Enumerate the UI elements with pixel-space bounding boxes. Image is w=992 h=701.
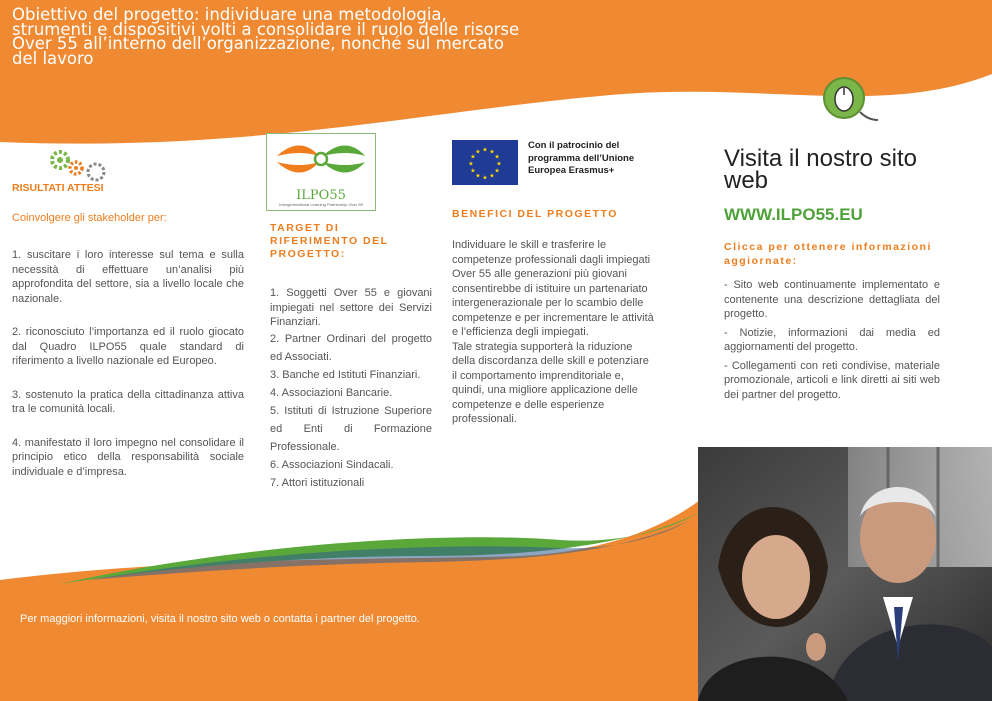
benefits-text xyxy=(452,238,656,427)
list-item: 1. suscitare i loro interesse sul tema e sulla necessità di effettuare un’analisi più approfondita del settore, sia a livello locale che nazionale. xyxy=(12,249,244,305)
eu-star: ★ xyxy=(496,161,502,168)
website-link[interactable]: WWW.ILPO55.EU xyxy=(724,205,863,224)
eu-star: ★ xyxy=(482,175,488,182)
heading-line: RIFERIMENTO DEL xyxy=(270,235,389,247)
title-line: Over 55 all’interno dell’organizzazione, nonché sul mercato xyxy=(12,34,504,53)
benefits-paragraph: Individuare le skill e trasferire le competenze professionali dagli impiegati Over 55 alle generazioni più giovani consentirebbe di istituire un partenariato intergenerazionale per lo scambio delle competenze e per incrementare le attività e l’efficienza degli impiegati. xyxy=(452,239,654,338)
list-item: 2. Partner Ordinari del progetto ed Associati. xyxy=(270,332,432,363)
stakeholder-intro: Coinvolgere gli stakeholder per: xyxy=(12,212,167,224)
eu-flag-icon xyxy=(452,140,518,185)
eu-star: ★ xyxy=(489,149,495,156)
eu-star: ★ xyxy=(468,161,474,168)
results-heading: RISULTATI ATTESI xyxy=(12,182,104,194)
eu-star: ★ xyxy=(482,147,488,154)
ilpo55-logo xyxy=(266,133,376,211)
ilpo55-logo-mark xyxy=(267,134,375,184)
footer-info-text: Per maggiori informazioni, visita il nostro sito web o contatta i partner del progetto. xyxy=(20,613,420,625)
eu-star: ★ xyxy=(494,154,500,161)
list-item: 1. Soggetti Over 55 e giovani impiegati nel settore dei Servizi Finanziari. xyxy=(270,287,432,328)
mouse-click-icon xyxy=(816,74,880,126)
list-item: 4. manifestato il loro impegno nel consolidare il principio etico della responsabilità sociale individuale e d’impresa. xyxy=(12,436,244,478)
eu-patronage-text: Con il patrocinio del programma dell’Unione Europea Erasmus+ xyxy=(528,140,635,176)
list-item: 4. Associazioni Bancarie. xyxy=(270,386,393,399)
target-list xyxy=(270,286,432,492)
project-objective-title xyxy=(12,5,572,68)
title-line: strumenti e dispositivi volti a consolidare il ruolo delle risorse xyxy=(12,19,520,39)
eu-star: ★ xyxy=(494,168,500,175)
eu-star: ★ xyxy=(489,173,495,180)
visit-site-title: Visita il nostro sito web xyxy=(724,145,917,194)
list-item: - Notizie, informazioni dai media ed aggiornamenti del progetto. xyxy=(724,326,940,353)
heading-line: TARGET DI xyxy=(270,222,340,234)
heading-line: PROGETTO: xyxy=(270,248,346,260)
logo-subtext: Intergenerational Learning Partnership Over 55 xyxy=(279,202,363,207)
eu-star: ★ xyxy=(475,149,481,156)
list-item: 3. sostenuto la pratica della cittadinanza attiva tra le comunità locali. xyxy=(12,388,244,415)
eu-star: ★ xyxy=(475,173,481,180)
list-item: - Collegamenti con reti condivise, materiale promozionale, articoli e link diretti ai siti web dei partner del progetto. xyxy=(724,359,940,401)
benefits-heading: BENEFICI DEL PROGETTO xyxy=(452,208,618,220)
eu-star: ★ xyxy=(470,168,476,175)
list-item: 7. Attori istituzionali xyxy=(270,476,365,489)
list-item: 6. Associazioni Sindacali. xyxy=(270,458,394,471)
list-item: 5. Istituti di Istruzione Superiore ed Enti di Formazione Professionale. xyxy=(270,404,432,453)
website-features-list xyxy=(724,278,940,406)
list-item: - Sito web continuamente implementato e contenente una descrizione dettagliata del progetto. xyxy=(724,279,940,320)
target-heading xyxy=(270,222,430,261)
results-list xyxy=(12,248,244,498)
logo-text: ILPO55 xyxy=(296,188,346,203)
eu-star: ★ xyxy=(470,154,476,161)
list-item: 2. riconosciuto l’importanza ed il ruolo giocato dal Quadro ILPO55 quale standard di riferimento a livello nazionale ed Europeo. xyxy=(12,326,244,367)
title-line: del lavoro xyxy=(12,48,94,68)
list-item: 3. Banche ed Istituti Finanziari. xyxy=(270,368,421,381)
gears-icon xyxy=(44,146,114,182)
title-line: Obiettivo del progetto: individuare una metodologia, xyxy=(12,5,447,24)
click-heading: Clicca per ottenere informazioni aggiornate: xyxy=(724,241,932,267)
business-people-photo xyxy=(698,447,992,701)
benefits-paragraph: Tale strategia supporterà la riduzione della discordanza delle skill e potenziare il comportamento imprenditoriale e, quindi, una migliore applicazione delle competenze e delle esperienze professionali. xyxy=(452,340,649,425)
